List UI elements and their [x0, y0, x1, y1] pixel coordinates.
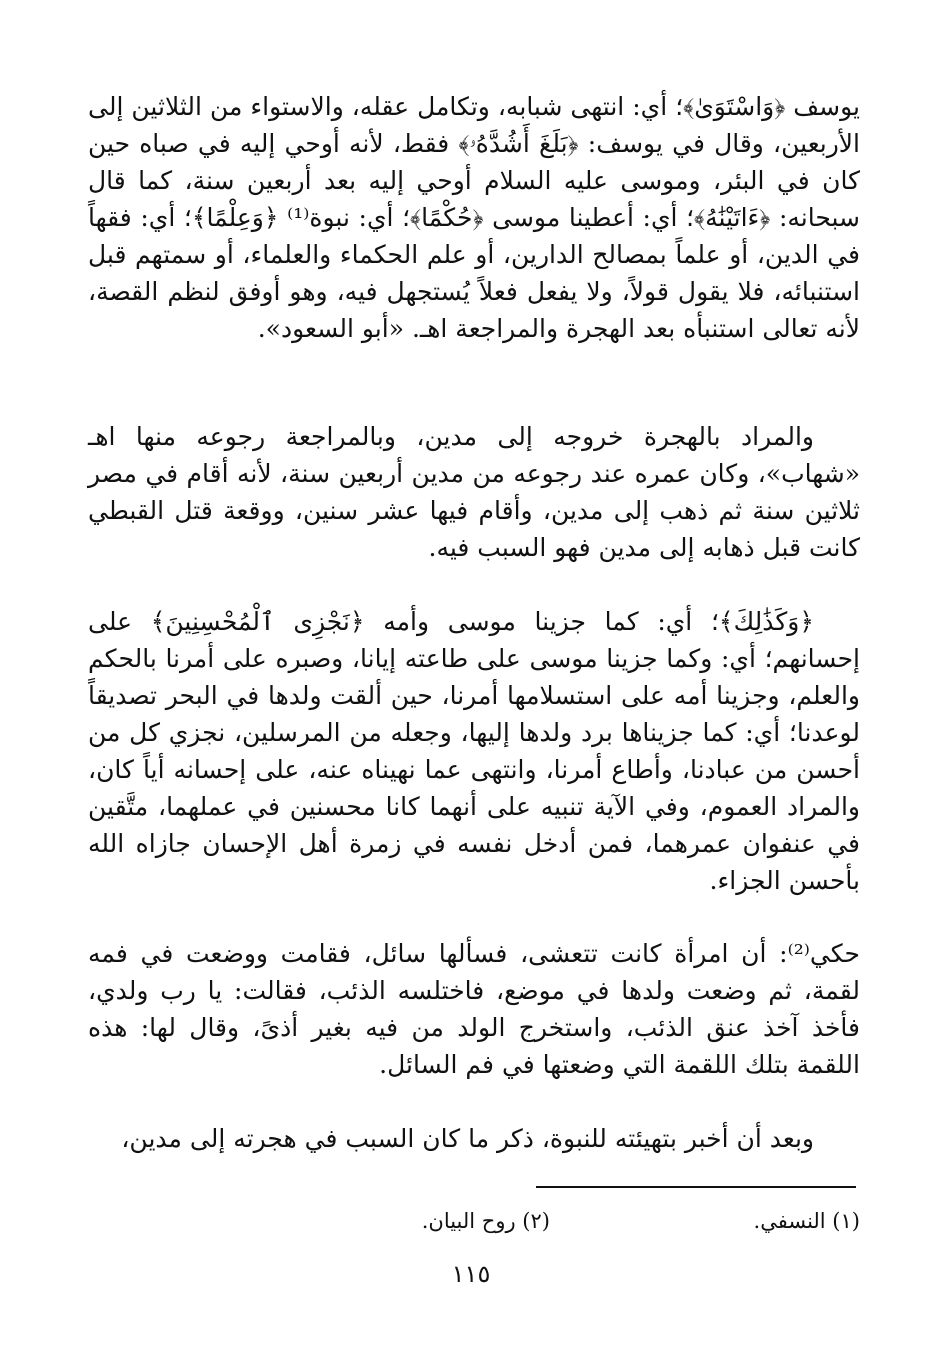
footnotes	[88, 1206, 860, 1238]
paragraph-2: والمراد بالهجرة خروجه إلى مدين، وبالمراجعة رجوعه منها اهـ «شهاب»، وكان عمره عند رجوعه من مدين أربعين سنة، لأنه أقام في مصر ثلاثين سنة ثم ذهب إلى مدين، وأقام فيها عشر سنين، ووقعة قتل القبطي كانت قبل ذهابه إلى مدين فهو السبب فيه.	[88, 422, 860, 562]
paragraph-3: ﴿وَكَذَٰلِكَ﴾؛ أي: كما جزينا موسى وأمه ﴿نَجْزِى ٱلْمُحْسِنِينَ﴾ على إحسانهم؛ أي: وكما جزينا موسى على طاعته إيانا، وصبره على أمرنا بالحكم والعلم، وجزينا أمه على استسلامها أمرنا، حين ألقت ولدها في البحر تصديقاً لوعدنا؛ أي: كما جزيناها برد ولدها إليها، وجعله من المرسلين، نجزي كل من أحسن من عبادنا، وأطاع أمرنا، وانتهى عما نهيناه عنه، على إحسانه أياً كان، والمراد العموم، وفي الآية تنبيه على أنهما كانا محسنين في عملهما، متَّقين في عنفوان عمرهما، فمن أدخل نفسه في زمرة أهل الإحسان جازاه الله بأحسن الجزاء.	[88, 607, 860, 895]
footnote-1: (١) النسفي.	[753, 1209, 860, 1233]
paragraph-5: وبعد أن أخبر بتهيئته للنبوة، ذكر ما كان السبب في هجرته إلى مدين،	[121, 1124, 814, 1153]
footnote-2: (٢) روح البيان.	[421, 1209, 550, 1233]
paragraph-1: يوسف ﴿وَاسْتَوَىٰ﴾؛ أي: انتهى شبابه، وتكامل عقله، والاستواء من الثلاثين إلى الأربعين، وقال في يوسف: ﴿بَلَغَ أَشُدَّهُۥ﴾ فقط، لأنه أوحي إليه في صباه حين كان في البئر، وموسى عليه السلام أوحي إليه بعد أربعين سنة، كما قال سبحانه: ﴿ءَاتَيْنَٰهُ﴾؛ أي: أعطينا موسى ﴿حُكْمًا﴾؛ أي: نبوة⁽¹⁾ ﴿وَعِلْمًا﴾؛ أي: فقهاً في الدين، أو علماً بمصالح الدارين، أو علم الحكماء والعلماء، أو سمتهم قبل استنبائه، فلا يقول قولاً، ولا يفعل فعلاً يُستجهل فيه، وهو أوفق لنظم القصة، لأنه تعالى استنبأه بعد الهجرة والمراجعة اهـ. «أبو السعود».	[88, 92, 860, 343]
footnote-separator	[536, 1186, 856, 1188]
paragraph-4: حكي⁽²⁾: أن امرأة كانت تتعشى، فسألها سائل، فقامت ووضعت في فمه لقمة، ثم وضعت ولدها في موضع، فاختلسه الذئب، فقالت: يا رب ولدي، فأخذ آخذ عنق الذئب، واستخرج الولد من فيه بغير أذىً، وقال لها: هذه اللقمة بتلك اللقمة التي وضعتها في فم السائل.	[88, 939, 860, 1079]
page-number: ١١٥	[451, 1260, 491, 1288]
